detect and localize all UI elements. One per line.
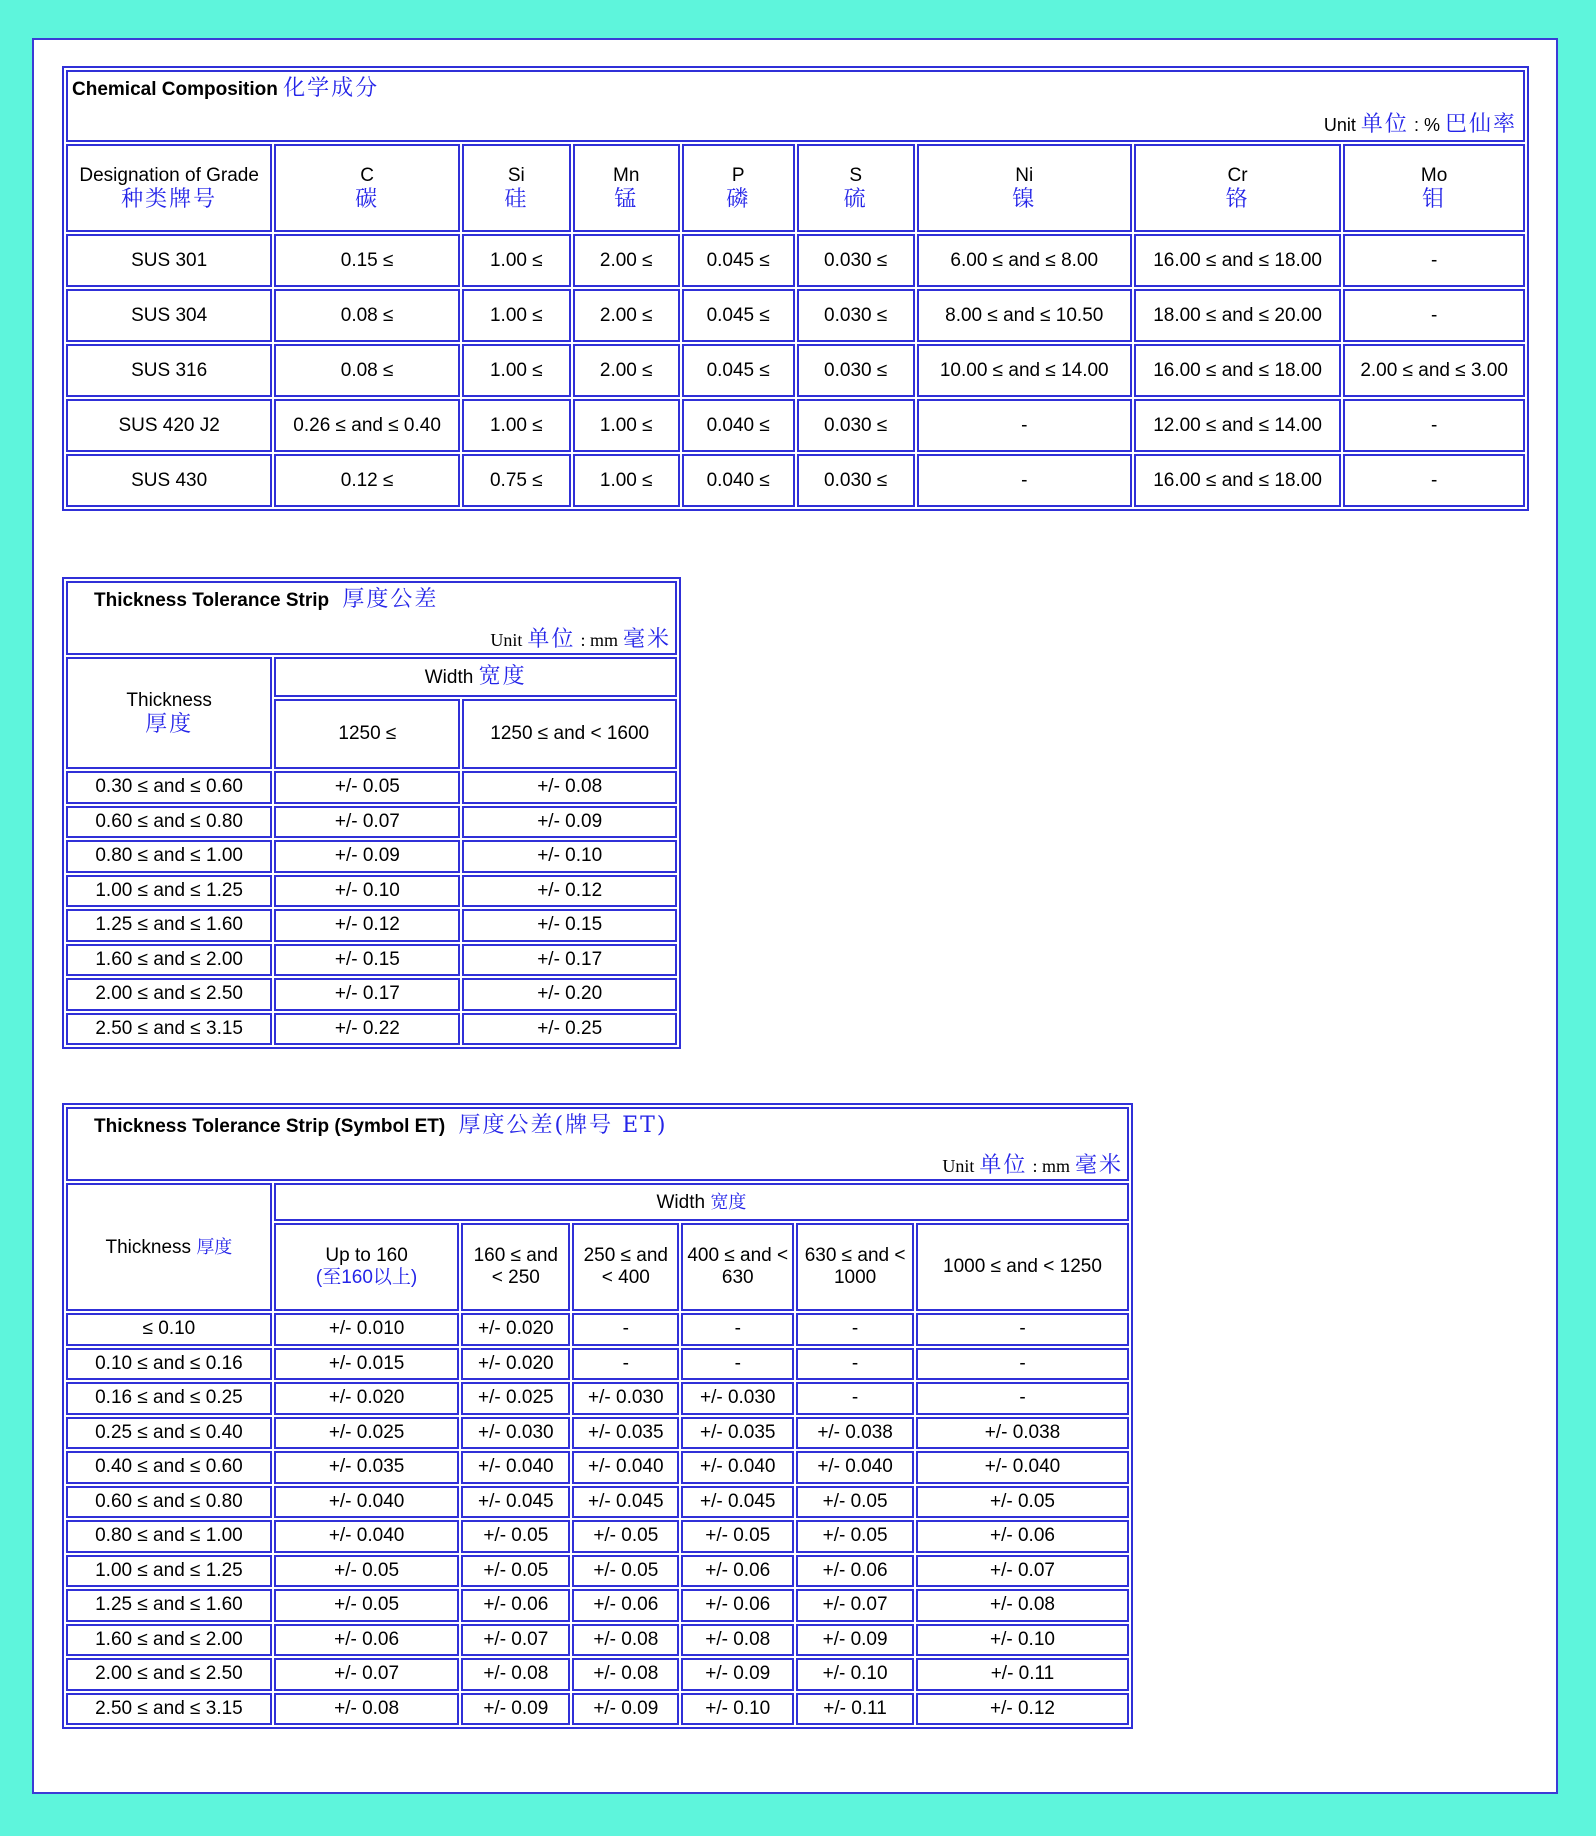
width-column-header: 1250 ≤ xyxy=(274,699,460,769)
table-cell: +/- 0.10 xyxy=(916,1624,1129,1657)
tol1-unit xyxy=(490,629,671,651)
column-header-line2: (至160以上) xyxy=(315,1267,418,1288)
table-cell: +/- 0.08 xyxy=(681,1624,794,1657)
unit-label-cn: 单位 xyxy=(979,1153,1028,1178)
table-cell: 2.00 ≤ xyxy=(573,234,680,287)
table-cell: 1.60 ≤ and ≤ 2.00 xyxy=(66,1624,272,1657)
table-row xyxy=(66,1624,1129,1657)
column-header-label: Ni xyxy=(1015,165,1034,186)
table-cell: +/- 0.10 xyxy=(681,1693,794,1726)
table-row xyxy=(66,978,677,1011)
table-cell: +/- 0.05 xyxy=(681,1520,794,1553)
column-header-line2: 1000 xyxy=(833,1267,877,1288)
table-row xyxy=(66,399,1525,452)
width-column-header: 1250 ≤ and < 1600 xyxy=(462,699,677,769)
column-header-label-cn: 硅 xyxy=(504,187,529,212)
table-cell: - xyxy=(796,1382,914,1415)
table-cell: 0.10 ≤ and ≤ 0.16 xyxy=(66,1348,272,1381)
table-cell: +/- 0.045 xyxy=(572,1486,679,1519)
table-cell: +/- 0.035 xyxy=(572,1417,679,1450)
column-header-label: Cr xyxy=(1227,165,1248,186)
unit-name-cn: 毫米 xyxy=(622,627,671,652)
column-header-line1: 250 ≤ and xyxy=(583,1245,668,1266)
table-cell: +/- 0.09 xyxy=(274,840,460,873)
table-cell: +/- 0.05 xyxy=(572,1555,679,1588)
table-cell: 0.25 ≤ and ≤ 0.40 xyxy=(66,1417,272,1450)
thickness-label: Thickness xyxy=(105,1236,192,1258)
unit-label-cn: 单位 xyxy=(527,627,576,652)
column-header-label-cn: 硫 xyxy=(843,187,868,212)
table-cell: 0.045 ≤ xyxy=(682,234,795,287)
table-cell: +/- 0.05 xyxy=(796,1486,914,1519)
table-cell: +/- 0.11 xyxy=(796,1693,914,1726)
table-cell: +/- 0.06 xyxy=(681,1555,794,1588)
table-cell: SUS 420 J2 xyxy=(66,399,272,452)
column-header-label: S xyxy=(849,165,862,186)
table-cell: +/- 0.020 xyxy=(461,1348,570,1381)
table-row xyxy=(66,1520,1129,1553)
chem-header-cell xyxy=(1343,144,1525,232)
column-header-label-cn: 碳 xyxy=(355,187,380,212)
table-cell: 0.030 ≤ xyxy=(797,454,915,507)
table-cell: +/- 0.09 xyxy=(572,1693,679,1726)
table-cell: 10.00 ≤ and ≤ 14.00 xyxy=(917,344,1132,397)
table-cell: 16.00 ≤ and ≤ 18.00 xyxy=(1134,454,1341,507)
table-cell: 0.40 ≤ and ≤ 0.60 xyxy=(66,1451,272,1484)
table-cell: +/- 0.035 xyxy=(274,1451,460,1484)
tol2-unit xyxy=(942,1155,1123,1177)
chemical-composition-table xyxy=(62,66,1529,511)
table-cell: +/- 0.05 xyxy=(274,771,460,804)
table-cell: +/- 0.06 xyxy=(681,1589,794,1622)
chem-header-cell xyxy=(917,144,1132,232)
unit-name-cn: 巴仙率 xyxy=(1444,112,1517,137)
width-column-header xyxy=(916,1223,1129,1311)
thickness-label: Thickness xyxy=(126,690,212,711)
tol2-title: Thickness Tolerance Strip (Symbol ET) xyxy=(94,1116,446,1137)
width-label: Width xyxy=(656,1191,706,1213)
table-cell: - xyxy=(917,454,1132,507)
table-cell: +/- 0.05 xyxy=(461,1520,570,1553)
table-row xyxy=(66,944,677,977)
table-row xyxy=(66,454,1525,507)
table-cell: +/- 0.08 xyxy=(462,771,677,804)
table-cell: +/- 0.10 xyxy=(462,840,677,873)
table-row xyxy=(66,771,677,804)
table-cell: +/- 0.010 xyxy=(274,1313,460,1346)
table-cell: - xyxy=(916,1382,1129,1415)
table-cell: +/- 0.20 xyxy=(462,978,677,1011)
tol1-thickness-header xyxy=(66,657,272,769)
unit-label-cn: 单位 xyxy=(1360,112,1409,137)
table-cell: +/- 0.07 xyxy=(274,1658,460,1691)
table-cell: +/- 0.07 xyxy=(274,806,460,839)
table-cell: +/- 0.045 xyxy=(681,1486,794,1519)
table-cell: - xyxy=(1343,399,1525,452)
chem-header-cell xyxy=(66,144,272,232)
table-cell: 1.00 ≤ xyxy=(573,399,680,452)
table-row xyxy=(66,1313,1129,1346)
column-header-line1: 1000 ≤ and < 1250 xyxy=(943,1256,1102,1277)
table-cell: - xyxy=(1343,289,1525,342)
chem-header-cell xyxy=(274,144,460,232)
column-header-line1: Up to 160 xyxy=(325,1245,408,1266)
chem-header-cell xyxy=(462,144,571,232)
table-row xyxy=(66,1451,1129,1484)
chem-header-cell xyxy=(797,144,915,232)
table-cell: +/- 0.22 xyxy=(274,1013,460,1046)
table-cell: +/- 0.025 xyxy=(274,1417,460,1450)
table-cell: +/- 0.05 xyxy=(461,1555,570,1588)
chem-header-cell xyxy=(1134,144,1341,232)
column-header-line1: 160 ≤ and xyxy=(473,1245,558,1266)
table-cell: 1.00 ≤ and ≤ 1.25 xyxy=(66,1555,272,1588)
table-cell: +/- 0.12 xyxy=(462,875,677,908)
table-cell: +/- 0.045 xyxy=(461,1486,570,1519)
column-header-label: Si xyxy=(507,165,525,186)
table-cell: - xyxy=(681,1313,794,1346)
table-cell: +/- 0.038 xyxy=(796,1417,914,1450)
table-cell: +/- 0.030 xyxy=(461,1417,570,1450)
table-cell: 0.030 ≤ xyxy=(797,289,915,342)
tol2-width-header xyxy=(274,1183,1129,1221)
chem-header-cell xyxy=(682,144,795,232)
table-row xyxy=(66,1555,1129,1588)
table-cell: - xyxy=(1343,234,1525,287)
column-header-label: Mo xyxy=(1420,165,1448,186)
column-header-line2: < 400 xyxy=(601,1267,650,1288)
table-cell: 1.00 ≤ xyxy=(462,344,571,397)
table-cell: +/- 0.12 xyxy=(916,1693,1129,1726)
table-cell: - xyxy=(1343,454,1525,507)
table-cell: 1.00 ≤ and ≤ 1.25 xyxy=(66,875,272,908)
table-cell: SUS 301 xyxy=(66,234,272,287)
chem-title-cn: 化学成分 xyxy=(283,76,380,101)
table-cell: +/- 0.025 xyxy=(461,1382,570,1415)
table-cell: +/- 0.15 xyxy=(274,944,460,977)
table-cell: 0.80 ≤ and ≤ 1.00 xyxy=(66,840,272,873)
width-column-header xyxy=(461,1223,570,1311)
table-cell: 0.80 ≤ and ≤ 1.00 xyxy=(66,1520,272,1553)
unit-label: Unit xyxy=(942,1156,975,1176)
table-cell: +/- 0.06 xyxy=(916,1520,1129,1553)
width-column-header xyxy=(274,1223,460,1311)
table-cell: - xyxy=(916,1313,1129,1346)
table-cell: 0.040 ≤ xyxy=(682,454,795,507)
table-cell: +/- 0.040 xyxy=(916,1451,1129,1484)
table-cell: +/- 0.05 xyxy=(796,1520,914,1553)
table-cell: 0.75 ≤ xyxy=(462,454,571,507)
table-cell: +/- 0.040 xyxy=(274,1486,460,1519)
table-cell: +/- 0.09 xyxy=(796,1624,914,1657)
table-cell: SUS 316 xyxy=(66,344,272,397)
table-row xyxy=(66,289,1525,342)
table-cell: 0.16 ≤ and ≤ 0.25 xyxy=(66,1382,272,1415)
table-cell: 0.60 ≤ and ≤ 0.80 xyxy=(66,806,272,839)
table-cell: +/- 0.10 xyxy=(274,875,460,908)
table-cell: ≤ 0.10 xyxy=(66,1313,272,1346)
table-cell: 2.00 ≤ xyxy=(573,344,680,397)
table-cell: 8.00 ≤ and ≤ 10.50 xyxy=(917,289,1132,342)
table-cell: 1.00 ≤ xyxy=(462,399,571,452)
table-cell: +/- 0.25 xyxy=(462,1013,677,1046)
table-cell: +/- 0.040 xyxy=(461,1451,570,1484)
table-cell: 0.08 ≤ xyxy=(274,344,460,397)
table-cell: 0.030 ≤ xyxy=(797,399,915,452)
table-cell: +/- 0.040 xyxy=(274,1520,460,1553)
tol1-title: Thickness Tolerance Strip xyxy=(94,590,330,611)
table-cell: +/- 0.05 xyxy=(572,1520,679,1553)
table-cell: 12.00 ≤ and ≤ 14.00 xyxy=(1134,399,1341,452)
table-cell: +/- 0.17 xyxy=(274,978,460,1011)
thickness-tolerance-et-table xyxy=(62,1103,1133,1729)
table-cell: 0.15 ≤ xyxy=(274,234,460,287)
table-cell: +/- 0.06 xyxy=(796,1555,914,1588)
table-cell: +/- 0.020 xyxy=(461,1313,570,1346)
table-cell: +/- 0.17 xyxy=(462,944,677,977)
table-cell: SUS 304 xyxy=(66,289,272,342)
column-header-label-cn: 钼 xyxy=(1422,187,1447,212)
table-row xyxy=(66,1013,677,1046)
table-cell: +/- 0.040 xyxy=(681,1451,794,1484)
table-cell: - xyxy=(681,1348,794,1381)
table-cell: 1.00 ≤ xyxy=(573,454,680,507)
table-row xyxy=(66,1382,1129,1415)
table-cell: 1.00 ≤ xyxy=(462,289,571,342)
column-header-label: Designation of Grade xyxy=(79,165,259,186)
column-header-label-cn: 种类牌号 xyxy=(121,187,218,212)
column-header-label: C xyxy=(360,165,374,186)
unit-name-cn: 毫米 xyxy=(1074,1153,1123,1178)
tol2-title-cn: 厚度公差(牌号 ET) xyxy=(458,1113,668,1138)
table-cell: +/- 0.08 xyxy=(572,1658,679,1691)
table-row xyxy=(66,344,1525,397)
unit-symbol: : mm xyxy=(1032,1156,1070,1176)
table-cell: 0.045 ≤ xyxy=(682,289,795,342)
column-header-line2: < 250 xyxy=(491,1267,540,1288)
thickness-tolerance-table xyxy=(62,577,681,1049)
table-cell: 0.30 ≤ and ≤ 0.60 xyxy=(66,771,272,804)
table-cell: +/- 0.07 xyxy=(796,1589,914,1622)
table-cell: +/- 0.020 xyxy=(274,1382,460,1415)
table-cell: +/- 0.040 xyxy=(572,1451,679,1484)
column-header-label-cn: 铬 xyxy=(1225,187,1250,212)
column-header-line1: 400 ≤ and < xyxy=(687,1245,789,1266)
table-row xyxy=(66,909,677,942)
table-cell: - xyxy=(796,1348,914,1381)
table-cell: 2.50 ≤ and ≤ 3.15 xyxy=(66,1693,272,1726)
tol1-title-cn: 厚度公差 xyxy=(342,587,439,612)
chem-header-row xyxy=(66,144,1525,232)
table-cell: +/- 0.05 xyxy=(274,1555,460,1588)
table-cell: +/- 0.05 xyxy=(916,1486,1129,1519)
table-cell: 2.00 ≤ and ≤ 2.50 xyxy=(66,1658,272,1691)
table-cell: 6.00 ≤ and ≤ 8.00 xyxy=(917,234,1132,287)
table-cell: - xyxy=(917,399,1132,452)
table-cell: +/- 0.09 xyxy=(461,1693,570,1726)
table-cell: 1.25 ≤ and ≤ 1.60 xyxy=(66,1589,272,1622)
table-cell: +/- 0.15 xyxy=(462,909,677,942)
table-cell: +/- 0.06 xyxy=(274,1624,460,1657)
table-row xyxy=(66,1658,1129,1691)
table-cell: 2.00 ≤ xyxy=(573,289,680,342)
table-cell: 1.25 ≤ and ≤ 1.60 xyxy=(66,909,272,942)
table-cell: 0.030 ≤ xyxy=(797,344,915,397)
table-cell: +/- 0.08 xyxy=(461,1658,570,1691)
thickness-label-cn: 厚度 xyxy=(145,712,194,737)
table-cell: SUS 430 xyxy=(66,454,272,507)
column-header-line1: 630 ≤ and < xyxy=(804,1245,906,1266)
width-column-header xyxy=(572,1223,679,1311)
table-cell: 1.60 ≤ and ≤ 2.00 xyxy=(66,944,272,977)
width-label: Width xyxy=(424,666,474,688)
width-label-cn: 宽度 xyxy=(478,663,527,689)
table-cell: +/- 0.07 xyxy=(461,1624,570,1657)
table-row xyxy=(66,1693,1129,1726)
table-cell: 0.60 ≤ and ≤ 0.80 xyxy=(66,1486,272,1519)
table-cell: +/- 0.040 xyxy=(796,1451,914,1484)
chem-header-cell xyxy=(573,144,680,232)
width-label-cn: 宽度 xyxy=(710,1191,747,1212)
table-cell: 0.08 ≤ xyxy=(274,289,460,342)
column-header-label-cn: 镍 xyxy=(1012,187,1037,212)
table-cell: 0.040 ≤ xyxy=(682,399,795,452)
table-cell: - xyxy=(572,1313,679,1346)
table-cell: 0.030 ≤ xyxy=(797,234,915,287)
unit-symbol: : mm xyxy=(580,630,618,650)
width-column-header xyxy=(796,1223,914,1311)
table-cell: - xyxy=(572,1348,679,1381)
table-cell: +/- 0.06 xyxy=(461,1589,570,1622)
table-cell: - xyxy=(796,1313,914,1346)
table-row xyxy=(66,1486,1129,1519)
table-cell: +/- 0.038 xyxy=(916,1417,1129,1450)
table-cell: 1.00 ≤ xyxy=(462,234,571,287)
table-row xyxy=(66,840,677,873)
tol1-width-header xyxy=(274,657,677,697)
thickness-label-cn: 厚度 xyxy=(196,1236,233,1257)
chem-title: Chemical Composition xyxy=(72,79,278,100)
unit-label: Unit xyxy=(1323,115,1356,135)
table-cell: +/- 0.08 xyxy=(274,1693,460,1726)
table-row xyxy=(66,1589,1129,1622)
table-cell: 2.50 ≤ and ≤ 3.15 xyxy=(66,1013,272,1046)
table-cell: +/- 0.015 xyxy=(274,1348,460,1381)
table-row xyxy=(66,1417,1129,1450)
table-cell: 0.045 ≤ xyxy=(682,344,795,397)
tol2-title-cell xyxy=(66,1107,1129,1181)
chem-title-cell xyxy=(66,70,1525,142)
table-row xyxy=(66,875,677,908)
table-row xyxy=(66,234,1525,287)
chem-unit xyxy=(1324,114,1517,136)
table-cell: +/- 0.07 xyxy=(916,1555,1129,1588)
unit-label: Unit xyxy=(490,630,523,650)
table-cell: +/- 0.06 xyxy=(572,1589,679,1622)
width-column-header xyxy=(681,1223,794,1311)
column-header-label: Mn xyxy=(613,165,640,186)
table-cell: +/- 0.12 xyxy=(274,909,460,942)
table-cell: +/- 0.09 xyxy=(462,806,677,839)
table-cell: 0.12 ≤ xyxy=(274,454,460,507)
table-cell: 0.26 ≤ and ≤ 0.40 xyxy=(274,399,460,452)
table-cell: +/- 0.10 xyxy=(796,1658,914,1691)
column-header-line2: 630 xyxy=(721,1267,754,1288)
table-cell: 16.00 ≤ and ≤ 18.00 xyxy=(1134,344,1341,397)
tol1-title-cell xyxy=(66,581,677,655)
table-cell: 2.00 ≤ and ≤ 2.50 xyxy=(66,978,272,1011)
table-cell: +/- 0.11 xyxy=(916,1658,1129,1691)
table-row xyxy=(66,1348,1129,1381)
unit-symbol: : % xyxy=(1413,115,1440,135)
table-cell: +/- 0.09 xyxy=(681,1658,794,1691)
column-header-label-cn: 磷 xyxy=(726,187,751,212)
table-cell: +/- 0.030 xyxy=(572,1382,679,1415)
table-cell: +/- 0.035 xyxy=(681,1417,794,1450)
table-cell: 2.00 ≤ and ≤ 3.00 xyxy=(1343,344,1525,397)
table-cell: 18.00 ≤ and ≤ 20.00 xyxy=(1134,289,1341,342)
column-header-label-cn: 锰 xyxy=(614,187,639,212)
table-cell: +/- 0.030 xyxy=(681,1382,794,1415)
column-header-label: P xyxy=(731,165,745,186)
table-cell: +/- 0.05 xyxy=(274,1589,460,1622)
tol2-thickness-header xyxy=(66,1183,272,1311)
table-cell: +/- 0.08 xyxy=(572,1624,679,1657)
table-cell: 16.00 ≤ and ≤ 18.00 xyxy=(1134,234,1341,287)
table-row xyxy=(66,806,677,839)
table-cell: - xyxy=(916,1348,1129,1381)
table-cell: +/- 0.08 xyxy=(916,1589,1129,1622)
